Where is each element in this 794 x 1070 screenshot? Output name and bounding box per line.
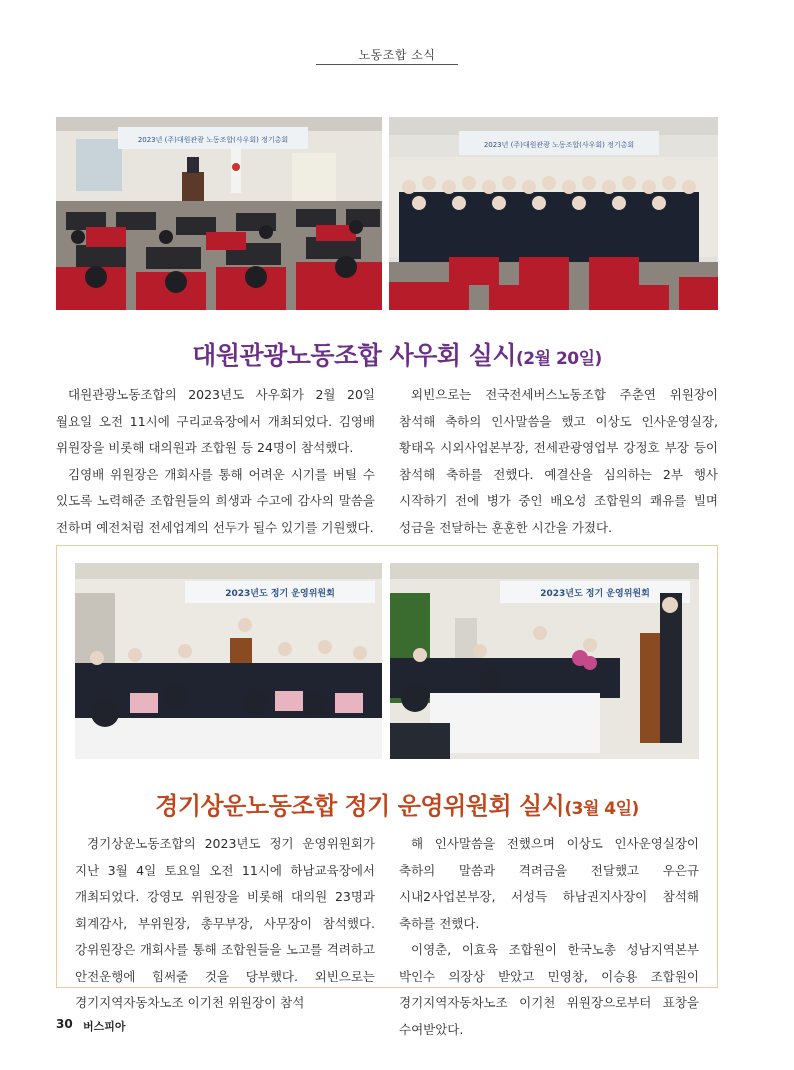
article2-column-right [399, 831, 699, 1043]
article1-column-left [56, 382, 375, 541]
article1-photo-left [56, 117, 382, 310]
article2-photo-left-banner: 2023년도 정기 운영위원회 [225, 589, 335, 599]
article2-photo-left [75, 563, 382, 759]
page-number: 30 [56, 1017, 73, 1031]
article2-paragraph: 해 인사말씀을 전했으며 이상도 인사운영실장이 축하의 말씀과 격려금을 전달했고 우은규 시내2사업본부장, 서성득 하남권지사장이 참석해 축하를 전했다. [399, 836, 699, 931]
article1-column-right [399, 382, 718, 541]
section-rule [316, 64, 458, 65]
article2-column-left [75, 831, 375, 1017]
article1-photo-left-banner: 2023년 (주)대원관광 노동조합(사우회) 정기총회 [137, 136, 289, 144]
article2-title [0, 786, 794, 821]
article2-paragraph: 이영춘, 이효육 조합원이 한국노총 성남지역본부 박인수 의장상 받았고 민영창, 이승용 조합원이 경기지역자동차노조 이기천 위원장으로부터 표창을 수여받았다. [399, 942, 699, 1037]
article2-photo-right [390, 563, 699, 759]
article1-paragraph: 대원관광노동조합의 2023년도 사우회가 2월 20일 월요일 오전 11시에 구리교육장에서 개최되었다. 김영배 위원장을 비롯해 대의원과 조합원 등 24명이 참석했다. [56, 387, 375, 455]
article1-photo-right [389, 117, 718, 310]
article1-paragraph: 김영배 위원장은 개회사를 통해 어려운 시기를 버틸 수 있도록 노력해준 조합원들의 희생과 수고에 감사의 말씀을 전하며 예전처럼 전세업계의 선두가 될수 있기를 기원했다. [56, 466, 375, 535]
magazine-name: 버스피아 [83, 1020, 126, 1033]
article1-photo-right-banner: 2023년 (주)대원관광 노동조합(사우회) 정기총회 [483, 141, 635, 149]
article2-title-main: 경기상운노동조합 정기 운영위원회 실시 [155, 792, 565, 820]
article1-title-main: 대원관광노동조합 사우회 실시 [192, 341, 517, 370]
article1-title-date: (2월 20일) [516, 349, 602, 369]
article2-title-date: (3월 4일) [564, 799, 639, 819]
article1-title [0, 336, 794, 372]
article2-photo-right-banner: 2023년도 정기 운영위원회 [540, 589, 650, 599]
article2-paragraph: 경기상운노동조합의 2023년도 정기 운영위원회가 지난 3월 4일 토요일 오전 11시에 하남교육장에서 개최되었다. 강영모 위원장을 비롯해 대의원 23명과 회계감사, 부위원장, 총무부장, 사무장이 참석했다. 강위원장은 개회사를 통해 조합원들을 노고를 격려하고 안전운행에 힘써줄 것을 당부했다. 외빈으로는 경기지역자동차노조 이기천 위원장이 참석 [75, 836, 375, 1010]
section-label: 노동조합 소식 [358, 48, 436, 62]
article1-paragraph: 외빈으로는 전국전세버스노동조합 주춘연 위원장이 참석해 축하의 인사말씀을 했고 이상도 인사운영실장, 황태옥 시외사업본부장, 전세관광영업부 강정호 부장 등이 참석해 축하를 전했다. 예결산을 심의하는 2부 행사 시작하기 전에 병가 중인 배오성 조합원의 쾌유를 빌며 성금을 전달하는 훈훈한 시간을 가졌다. [399, 387, 718, 535]
